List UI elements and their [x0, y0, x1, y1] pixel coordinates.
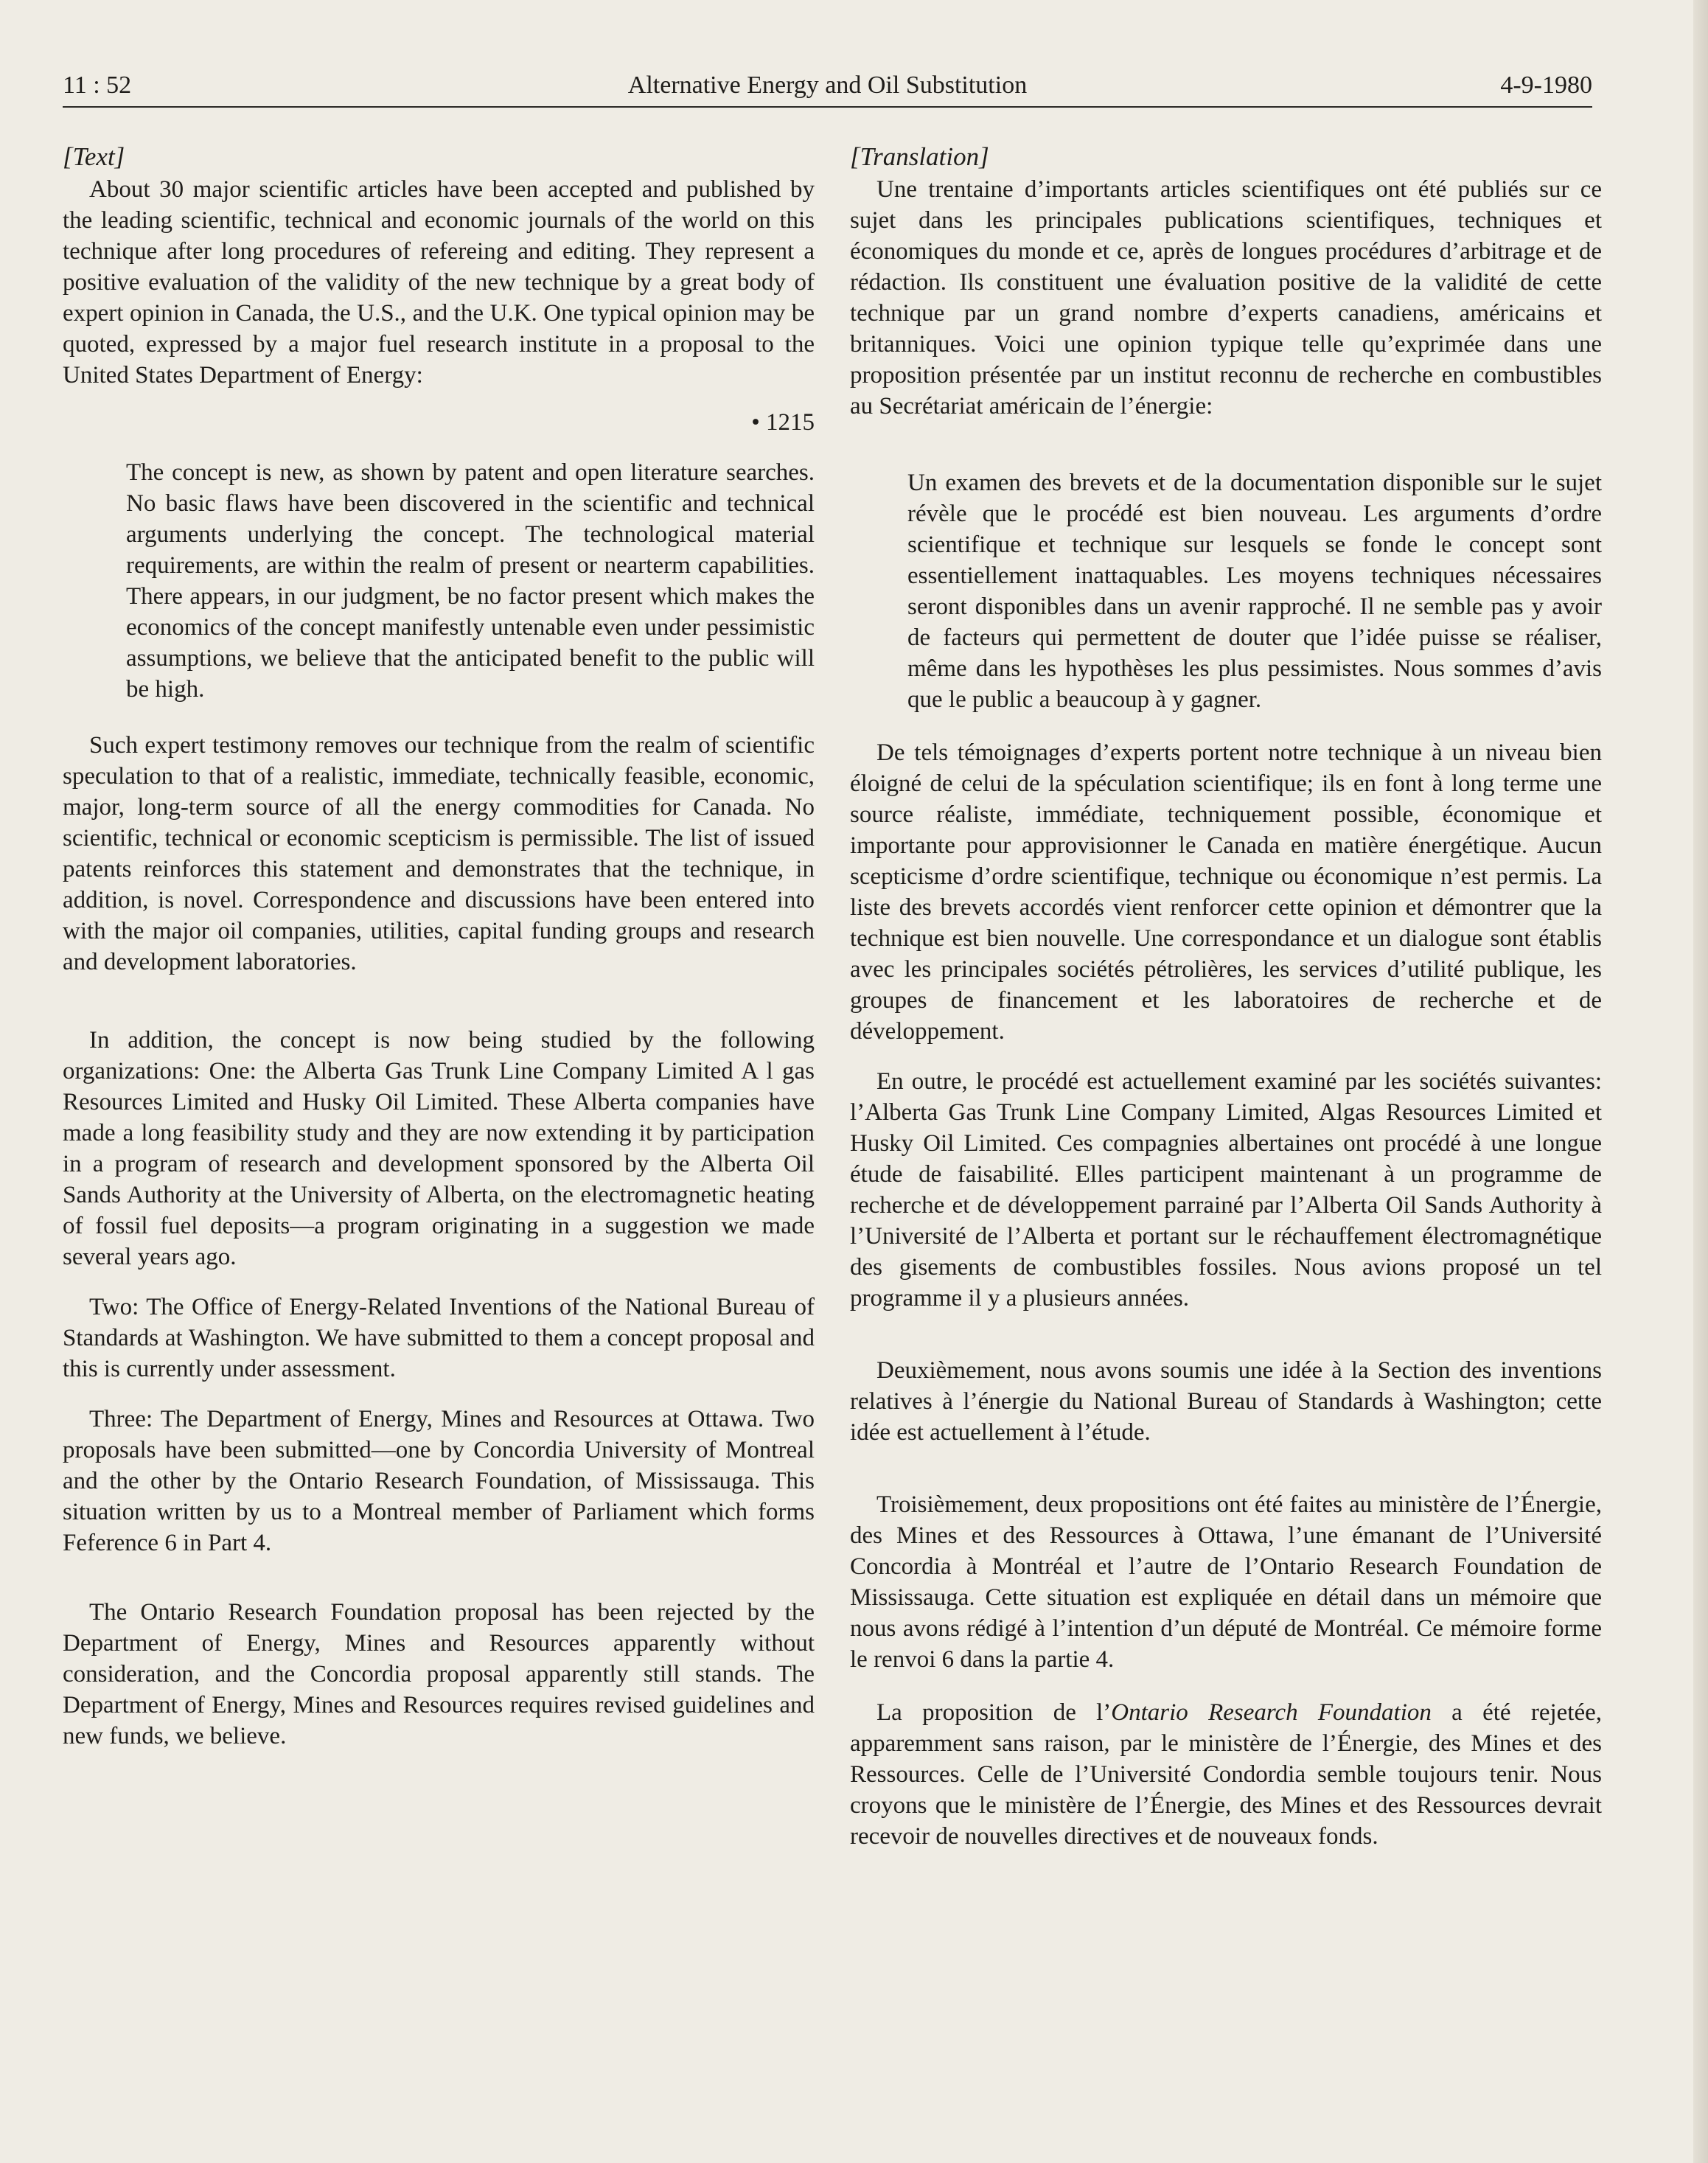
header-rule	[63, 106, 1592, 108]
block-quote-fr	[850, 467, 1602, 715]
paragraph-ontario-fr	[850, 1697, 1602, 1852]
paragraph-articles-fr: Une trentaine d’importants articles scientifiques ont été publiés sur ce sujet dans les principales publications scientifiques, techniques et économiques du monde et ce, après de longues procédures d’arbitrage et de rédaction. Ils constituent une évaluation positive de la validité de cette technique par un grand nombre d’experts canadiens, américains et britanniques. Voici une opinion typique telle qu’exprimée dans une proposition présentée par un institut reconnu de recherche en combustibles au Secrétariat américain de l’énergie:	[850, 176, 1602, 419]
page-edge	[1693, 0, 1708, 2163]
quote-text: The concept is new, as shown by patent and open literature searches. No basic flaws have been discovered in the scientific and technical arguments underlying the concept. The technological material requirements, are within the realm of present or nearterm capabilities. There appears, in our judgment, be no factor present which makes the economics of the concept manifestly untenable even under pessimistic assumptions, we believe that the anticipated benefit to the public will be high.	[126, 459, 815, 703]
paragraph-three-fr: Troisièmement, deux propositions ont été faites au ministère de l’Énergie, des Mines et des Ressources à Ottawa, l’une émanant de l’Université Concordia à Montréal et l’autre de l’Ontario Research Foundation de Mississauga. Cette situation est expliquée en détail dans un mémoire que nous avons rédigé à l’intention d’un député de Montréal. Ce mémoire forme le renvoi 6 dans la partie 4.	[850, 1491, 1602, 1673]
running-title: Alternative Energy and Oil Substitution	[627, 72, 1028, 99]
paragraph-testimony: Such expert testimony removes our technique from the realm of scientific speculation to that of a realistic, immediate, technically feasible, economic, major, long-term source of all the energy commodities for Canada. No scientific, technical or economic scepticism is permissible. The list of issued patents reinforces this statement and demonstrates that the technique, in addition, is novel. Correspondence and discussions have been entered into with the major oil companies, utilities, capital funding groups and research and development laboratories.	[63, 732, 815, 975]
english-column	[63, 142, 815, 1752]
paragraph-articles: About 30 major scientific articles have been accepted and published by the leading scientific, technical and economic journals of the world on this technique after long procedures of refereing and editing. They represent a positive evaluation of the validity of the new technique by a great body of expert opinion in Canada, the U.S., and the U.K. One typical opinion may be quoted, expressed by a major fuel research institute in a proposal to the United States Department of Energy:	[63, 176, 815, 389]
block-quote	[63, 457, 815, 705]
page-number: 11 : 52	[63, 72, 132, 99]
p6-after: a été rejetée, apparemment sans raison, par le ministère de l’Énergie, des Mines et des Ressources. Celle de l’Université Condordia semble toujours tenir. Nous croyons que le ministère de l’Énergie, des Mines et des Ressources devrait recevoir de nouvelles directives et de nouveaux fonds.	[850, 1699, 1602, 1850]
text-label: [Text]	[63, 142, 125, 171]
paragraph-testimony-fr: De tels témoignages d’experts portent notre technique à un niveau bien éloigné de celui de la spéculation scientifique; ils en font à long terme une source réaliste, immédiate, techniquement possible, économique et importante pour approvisionner le Canada en matière énergétique. Aucun scepticisme d’ordre scientifique, technique ou économique n’est permis. La liste des brevets accordés vient renforcer cette opinion et démontrer que la technique est bien nouvelle. Une correspondance et un dialogue sont établis avec les principales sociétés pétrolières, les services d’utilité publique, les groupes de financement et les laboratoires de recherche et de développement.	[850, 739, 1602, 1045]
running-header	[63, 68, 1592, 103]
paragraph-two-fr: Deuxièmement, nous avons soumis une idée à la Section des inventions relatives à l’énergie du National Bureau of Standards à Washington; cette idée est actuellement à l’étude.	[850, 1357, 1602, 1446]
paragraph-ontario: The Ontario Research Foundation proposal has been rejected by the Department of Energy, Mines and Resources apparently without consideration, and the Concordia proposal apparently still stands. The Department of Energy, Mines and Resources requires revised guidelines and new funds, we believe.	[63, 1599, 815, 1749]
p6-before: La proposition de l’	[876, 1699, 1112, 1726]
paragraph-organizations-fr: En outre, le procédé est actuellement examiné par les sociétés suivantes: l’Alberta Gas Trunk Line Company Limited, Algas Resources Limited et Husky Oil Limited. Ces compagnies albertaines ont procédé à une longue étude de faisabilité. Elles participent maintenant à un programme de recherche et de développement parrainé par l’Alberta Oil Sands Authority à l’Université de l’Alberta et portant sur le réchauffement électromagnétique des gisements de combustibles fossiles. Nous avions proposé un tel programme il y a plusieurs années.	[850, 1068, 1602, 1312]
french-column	[850, 142, 1602, 1852]
quote-text-fr: Un examen des brevets et de la documentation disponible sur le sujet révèle que le procédé est bien nouveau. Les arguments d’ordre scientifique et technique sur lesquels se fonde le concept sont essentiellement inattaquables. Les moyens techniques nécessaires seront disponibles dans un avenir rapproché. Il ne semble pas y avoir de facteurs qui permettent de douter que l’idée puisse se réaliser, même dans les hypothèses les plus pessimistes. Nous sommes d’avis que le public a beaucoup à y gagner.	[907, 470, 1602, 713]
header-date: 4-9-1980	[1500, 72, 1592, 99]
paragraph-three: Three: The Department of Energy, Mines and Resources at Ottawa. Two proposals have been submitted—one by Concordia University of Montreal and the other by the Ontario Research Foundation, of Mississauga. This situation written by us to a Montreal member of Parliament which forms Feference 6 in Part 4.	[63, 1406, 815, 1556]
paragraph-two: Two: The Office of Energy-Related Inventions of the National Bureau of Standards at Washington. We have submitted to them a concept proposal and this is currently under assessment.	[63, 1294, 815, 1382]
paragraph-organizations: In addition, the concept is now being studied by the following organizations: One: the Alberta Gas Trunk Line Company Limited A l gas Resources Limited and Husky Oil Limited. These Alberta companies have made a long feasibility study and they are now extending it by participation in a program of research and development sponsored by the Alberta Oil Sands Authority at the University of Alberta, on the electromagnetic heating of fossil fuel deposits—a program originating in a suggestion we made several years ago.	[63, 1027, 815, 1270]
margin-marker: • 1215	[751, 409, 815, 436]
p6-italic: Ontario Research Foundation	[1111, 1699, 1432, 1726]
translation-label: [Translation]	[850, 142, 989, 171]
